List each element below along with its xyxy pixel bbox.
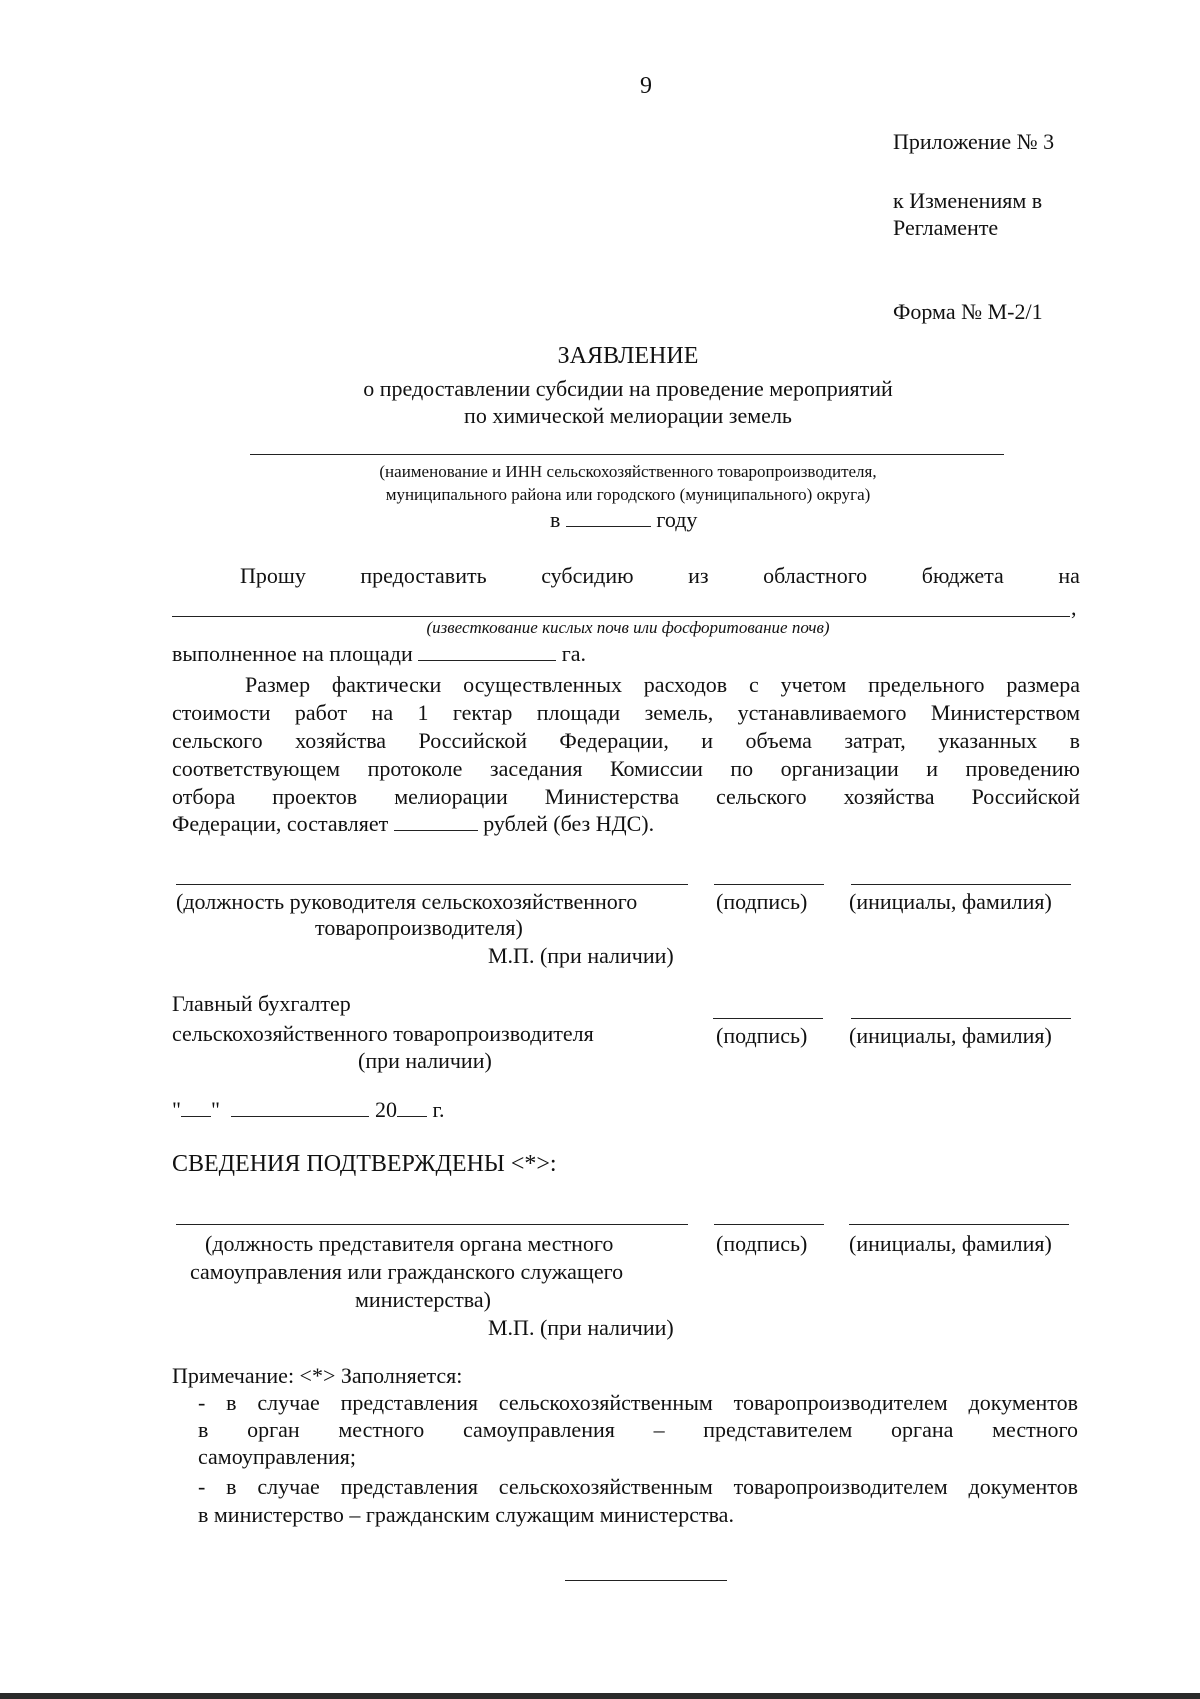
accountant-title-line3: (при наличии) <box>358 1048 492 1073</box>
document-subtitle-line1: о предоставлении субсидии на проведение мероприятий <box>363 376 893 401</box>
appendix-reference-line1: к Изменениям в <box>893 188 1043 213</box>
applicant-caption-line1: (наименование и ИНН сельскохозяйственного товаропроизводителя, <box>379 462 877 481</box>
note-word: в <box>198 1417 209 1442</box>
applicant-caption-line2: муниципального района или городского (муниципального) округа) <box>385 485 871 504</box>
request-word: Прошу <box>240 563 306 588</box>
accountant-name-line[interactable] <box>851 1018 1071 1019</box>
expenses-line: стоимости работ на 1 гектар площади земель, устанавливаемого Министерством <box>172 700 1080 725</box>
confirmed-position-line[interactable] <box>176 1224 688 1225</box>
document-subtitle-line2: по химической мелиорации земель <box>464 403 792 428</box>
area-line <box>172 640 586 667</box>
date-line <box>172 1096 445 1123</box>
request-word: субсидию <box>541 563 634 588</box>
head-name-caption: (инициалы, фамилия) <box>849 889 1052 914</box>
head-signature-line[interactable] <box>714 884 824 885</box>
head-name-line[interactable] <box>851 884 1071 885</box>
confirmed-position-caption-line1: (должность представителя органа местного <box>205 1231 614 1256</box>
expenses-amount-blank[interactable] <box>394 810 478 831</box>
document-title: ЗАЯВЛЕНИЕ <box>557 343 699 369</box>
accountant-title-line1: Главный бухгалтер <box>172 991 351 1016</box>
confirmed-name-line[interactable] <box>849 1224 1069 1225</box>
closing-separator <box>565 1580 727 1581</box>
head-position-line[interactable] <box>176 884 688 885</box>
date-quote-close: " <box>210 1097 220 1122</box>
request-word: из <box>688 563 709 588</box>
confirmed-seal: М.П. (при наличии) <box>488 1315 674 1340</box>
accountant-name-caption: (инициалы, фамилия) <box>849 1023 1052 1048</box>
confirmed-signature-line[interactable] <box>714 1224 824 1225</box>
note-item1-line1: - в случае представления сельскохозяйственным товаропроизводителем документов <box>198 1390 1078 1415</box>
date-year-prefix: 20 <box>374 1097 397 1122</box>
date-year-blank[interactable] <box>397 1096 427 1117</box>
request-line <box>240 562 1080 589</box>
head-seal: М.П. (при наличии) <box>488 943 674 968</box>
confirmed-position-caption-line3: министерства) <box>355 1287 491 1312</box>
head-position-caption-line2: товаропроизводителя) <box>315 915 523 940</box>
request-word: областного <box>763 563 868 588</box>
accountant-signature-caption: (подпись) <box>716 1023 808 1048</box>
request-word: бюджета <box>921 563 1004 588</box>
confirmed-position-caption-line2: самоуправления или гражданского служащего <box>190 1259 624 1284</box>
expenses-total-line <box>172 810 654 837</box>
appendix-label: Приложение № 3 <box>893 129 1055 154</box>
work-type-caption: (известкование кислых почв или фосфоритование почв) <box>426 618 830 637</box>
expenses-total-suffix: рублей (без НДС). <box>483 811 655 836</box>
applicant-name-line <box>250 454 1004 455</box>
year-line <box>550 506 697 533</box>
note-word: представителем <box>703 1417 853 1442</box>
date-day-blank[interactable] <box>181 1096 211 1117</box>
date-quote-open: " <box>172 1097 181 1122</box>
confirmed-heading: СВЕДЕНИЯ ПОДТВЕРЖДЕНЫ <*>: <box>172 1151 557 1177</box>
expenses-total-prefix: Федерации, составляет <box>172 811 389 836</box>
note-item2-line1: - в случае представления сельскохозяйственным товаропроизводителем документов <box>198 1474 1078 1499</box>
request-word: на <box>1058 563 1080 588</box>
note-heading: Примечание: <*> Заполняется: <box>172 1363 463 1388</box>
year-suffix: году <box>656 507 698 532</box>
appendix-reference-line2: Регламенте <box>893 215 999 240</box>
date-month-blank[interactable] <box>231 1096 369 1117</box>
work-type-line[interactable] <box>172 616 1070 617</box>
note-item1-line3: самоуправления; <box>198 1444 357 1469</box>
page-number: 9 <box>640 73 652 99</box>
expenses-line: соответствующем протоколе заседания Комиссии по организации и проведению <box>172 756 1080 781</box>
expenses-line: Размер фактически осуществленных расходов с учетом предельного размера <box>245 672 1080 697</box>
form-number: Форма № М-2/1 <box>893 299 1043 324</box>
note-item1-line2 <box>198 1416 1078 1443</box>
scan-bottom-edge <box>0 1693 1200 1699</box>
note-word: местного <box>992 1417 1078 1442</box>
note-item2-line2: в министерство – гражданским служащим министерства. <box>198 1502 734 1527</box>
area-prefix: выполненное на площади <box>172 641 413 666</box>
note-word: самоуправления <box>462 1417 615 1442</box>
expenses-line: отбора проектов мелиорации Министерства сельского хозяйства Российской <box>172 784 1080 809</box>
accountant-signature-line[interactable] <box>713 1018 823 1019</box>
note-word: местного <box>338 1417 425 1442</box>
expenses-line: сельского хозяйства Российской Федерации, и объема затрат, указанных в <box>172 728 1080 753</box>
area-blank[interactable] <box>418 640 556 661</box>
note-word: орган <box>247 1417 300 1442</box>
year-blank[interactable] <box>566 506 651 527</box>
date-year-suffix: г. <box>432 1097 445 1122</box>
head-position-caption-line1: (должность руководителя сельскохозяйственного <box>176 889 638 914</box>
head-signature-caption: (подпись) <box>716 889 808 914</box>
request-word: предоставить <box>360 563 487 588</box>
confirmed-name-caption: (инициалы, фамилия) <box>849 1231 1052 1256</box>
confirmed-signature-caption: (подпись) <box>716 1231 808 1256</box>
area-suffix: га. <box>561 641 587 666</box>
note-word: – <box>653 1417 665 1442</box>
accountant-title-line2: сельскохозяйственного товаропроизводителя <box>172 1021 594 1046</box>
work-type-comma: , <box>1071 595 1077 620</box>
note-word: органа <box>891 1417 954 1442</box>
year-prefix: в <box>550 507 561 532</box>
